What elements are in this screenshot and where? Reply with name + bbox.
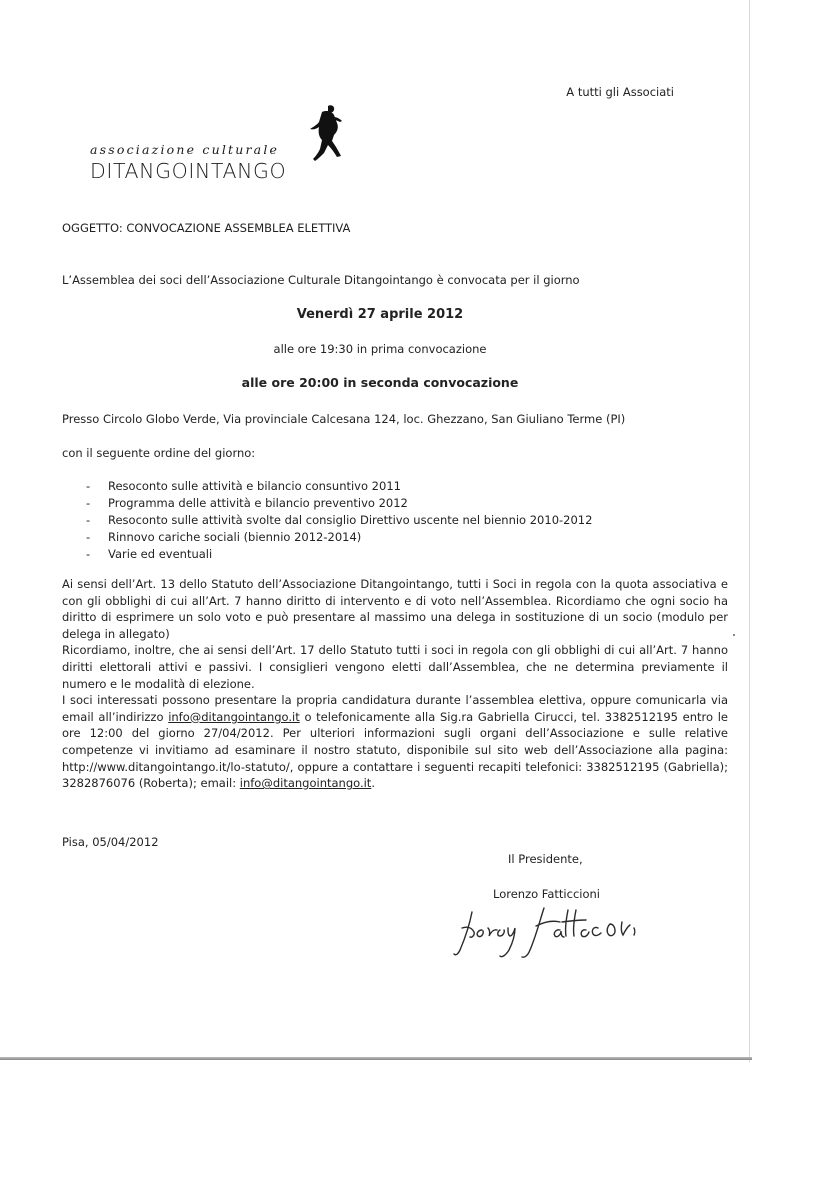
- agenda-item-text: Resoconto sulle attività svolte dal consiglio Direttivo uscente nel biennio 2010-2012: [108, 513, 593, 527]
- subject-line: OGGETTO: CONVOCAZIONE ASSEMBLEA ELETTIVA: [62, 221, 351, 235]
- candidacy-text-start: I soci interessati possono presentare la propria candidatura durante l’assemblea elettiva, oppure comunicarla via email all’indirizzo: [62, 693, 728, 724]
- agenda-item: [86, 529, 592, 546]
- intro-sentence: L’Assemblea dei soci dell’Associazione Culturale Ditangointango è convocata per il giorno: [62, 273, 580, 287]
- email-link[interactable]: info@ditangointango.it: [168, 709, 300, 724]
- body-text: [62, 576, 728, 792]
- electoral-rights-paragraph: Ricordiamo, inoltre, che ai sensi dell’Art. 17 dello Statuto tutti i soci in regola con gli obblighi di cui all’Art. 7 hanno diritti elettorali attivi e passivi. I consiglieri vengono eletti dall’Assemblea, che ne determina previamente il numero e le modalità di elezione.: [62, 643, 728, 691]
- agenda-item: [86, 512, 592, 529]
- agenda-dash: -: [86, 479, 91, 493]
- logo-main-line: DITANGOINTANGO: [90, 159, 287, 183]
- scan-speck: [733, 634, 735, 636]
- agenda-list: [86, 478, 592, 563]
- agenda-dash: -: [86, 530, 91, 544]
- agenda-dash: -: [86, 547, 91, 561]
- meeting-date: Venerdì 27 aprile 2012: [296, 307, 464, 322]
- second-call-time: alle ore 20:00 in seconda convocazione: [241, 375, 519, 390]
- venue-address: Presso Circolo Globo Verde, Via provinciale Calcesana 124, loc. Ghezzano, San Giuliano Terme (PI): [62, 412, 626, 426]
- agenda-item-text: Programma delle attività e bilancio preventivo 2012: [108, 496, 408, 510]
- tango-dancers-icon: [308, 104, 348, 162]
- association-logo: [90, 104, 350, 188]
- agenda-dash: -: [86, 513, 91, 527]
- agenda-item: [86, 546, 592, 563]
- first-call-time: alle ore 19:30 in prima convocazione: [273, 342, 487, 356]
- agenda-item-text: Rinnovo cariche sociali (biennio 2012-2014): [108, 530, 362, 544]
- handwritten-signature: [452, 898, 712, 964]
- addressee: A tutti gli Associati: [566, 85, 674, 99]
- agenda-item: [86, 478, 592, 495]
- candidacy-paragraph: [62, 692, 728, 792]
- agenda-intro: con il seguente ordine del giorno:: [62, 446, 256, 460]
- candidacy-text-middle: o telefonicamente alla Sig.ra Gabriella Cirucci, tel. 3382512195 entro le ore 12:00 del giorno 27/04/2012. Per ulteriori informazioni sugli organi dell’Associazione e sulle relative competenze vi invitiamo ad esaminare il nostro statuto, disponibile sul sito web dell’Associazione alla pagina: http://www.ditangointango.it/lo-statuto/, oppure a contattare i seguenti recapiti telefonici: 3382512195 (Gabriella); 3282876076 (Roberta); email:: [62, 709, 728, 791]
- email-link-footer[interactable]: info@ditangointango.it: [239, 776, 372, 791]
- page-edge-right: [749, 0, 750, 1062]
- place-and-date: Pisa, 05/04/2012: [62, 835, 159, 849]
- agenda-dash: -: [86, 496, 91, 510]
- agenda-item-text: Resoconto sulle attività e bilancio consuntivo 2011: [108, 479, 401, 493]
- candidacy-text-end: .: [371, 776, 375, 791]
- logo-top-line: associazione culturale: [90, 142, 280, 157]
- page-edge-bottom: [0, 1057, 752, 1060]
- voting-rights-paragraph: Ai sensi dell’Art. 13 dello Statuto dell’Associazione Ditangointango, tutti i Soci in regola con la quota associativa e con gli obblighi di cui all’Art. 7 hanno diritto di intervento e di voto nell’Assemblea. Ricordiamo che ogni socio ha diritto di esprimere un solo voto e può presentare al massimo una delega in sostituzione di un socio (modulo per delega in allegato): [62, 577, 728, 641]
- agenda-item-text: Varie ed eventuali: [108, 547, 213, 561]
- president-name: Lorenzo Fatticcioni: [493, 887, 600, 901]
- agenda-item: [86, 495, 592, 512]
- president-role: Il Presidente,: [508, 852, 583, 866]
